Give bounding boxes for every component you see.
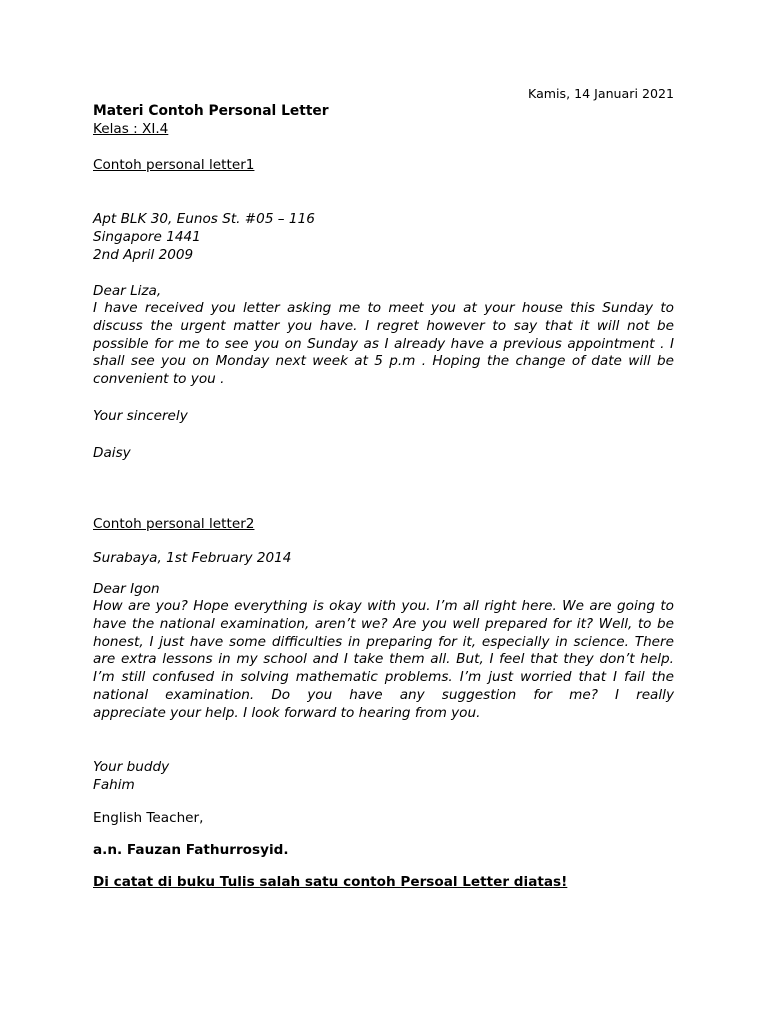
teacher-role: English Teacher, <box>93 810 204 826</box>
letter1-address-line: Singapore 1441 <box>93 229 201 245</box>
letter1-date: 2nd April 2009 <box>93 247 194 263</box>
letter1-closing: Your sincerely <box>93 408 188 424</box>
letter1-salutation: Dear Liza, <box>93 283 162 299</box>
letter2-body-last-line: appreciate your help. <box>93 704 239 721</box>
document-date: Kamis, 14 Januari 2021 <box>528 86 674 101</box>
letter1-address-line: Apt BLK 30, Eunos St. #05 – 116 <box>93 211 315 227</box>
class-label: Kelas : XI.4 <box>93 121 169 137</box>
letter1-body <box>93 300 674 389</box>
letter2-body-text: How are you? Hope everything is okay with you. I’m all right here. We are going to have the national examination, aren’t we? Are you well prepared for it? Well, to be honest, I just have some difficulties in preparing for it, especially in science. There are extra lessons in my school and I take them all. But, I feel that they don’t help. I’m still confused in solving mathematic problems. I’m just worried that I fail the national examination. Do you have any suggestion for me? I really <box>93 598 674 703</box>
assignment-instruction: Di catat di buku Tulis salah satu contoh Persoal Letter diatas! <box>93 874 568 890</box>
letter2-salutation: Dear Igon <box>93 581 160 597</box>
letter2-heading: Contoh personal letter2 <box>93 516 255 532</box>
letter2-closing: Your buddy <box>93 759 170 775</box>
letter1-body-text: I have received you letter asking me to meet you at your house this Sunday to discuss the urgent matter you have. I regret however to say that it will not be possible for me to see you on Sunday as I already have a previous appointment . I shall see you on Monday next week at 5 p.m . Hoping the change of date will be <box>93 300 674 370</box>
letter1-heading: Contoh personal letter1 <box>93 157 255 173</box>
teacher-name: a.n. Fauzan Fathurrosyid. <box>93 842 289 858</box>
letter2-signature: Fahim <box>93 777 135 793</box>
letter1-body-last-line: convenient to you . <box>93 371 225 388</box>
letter2-body-closing-line: I look forward to hearing from you. <box>243 704 481 721</box>
letter1-signature: Daisy <box>93 445 131 461</box>
document-title: Materi Contoh Personal Letter <box>93 103 329 119</box>
letter2-body <box>93 598 674 723</box>
letter2-place-date: Surabaya, 1st February 2014 <box>93 550 292 566</box>
